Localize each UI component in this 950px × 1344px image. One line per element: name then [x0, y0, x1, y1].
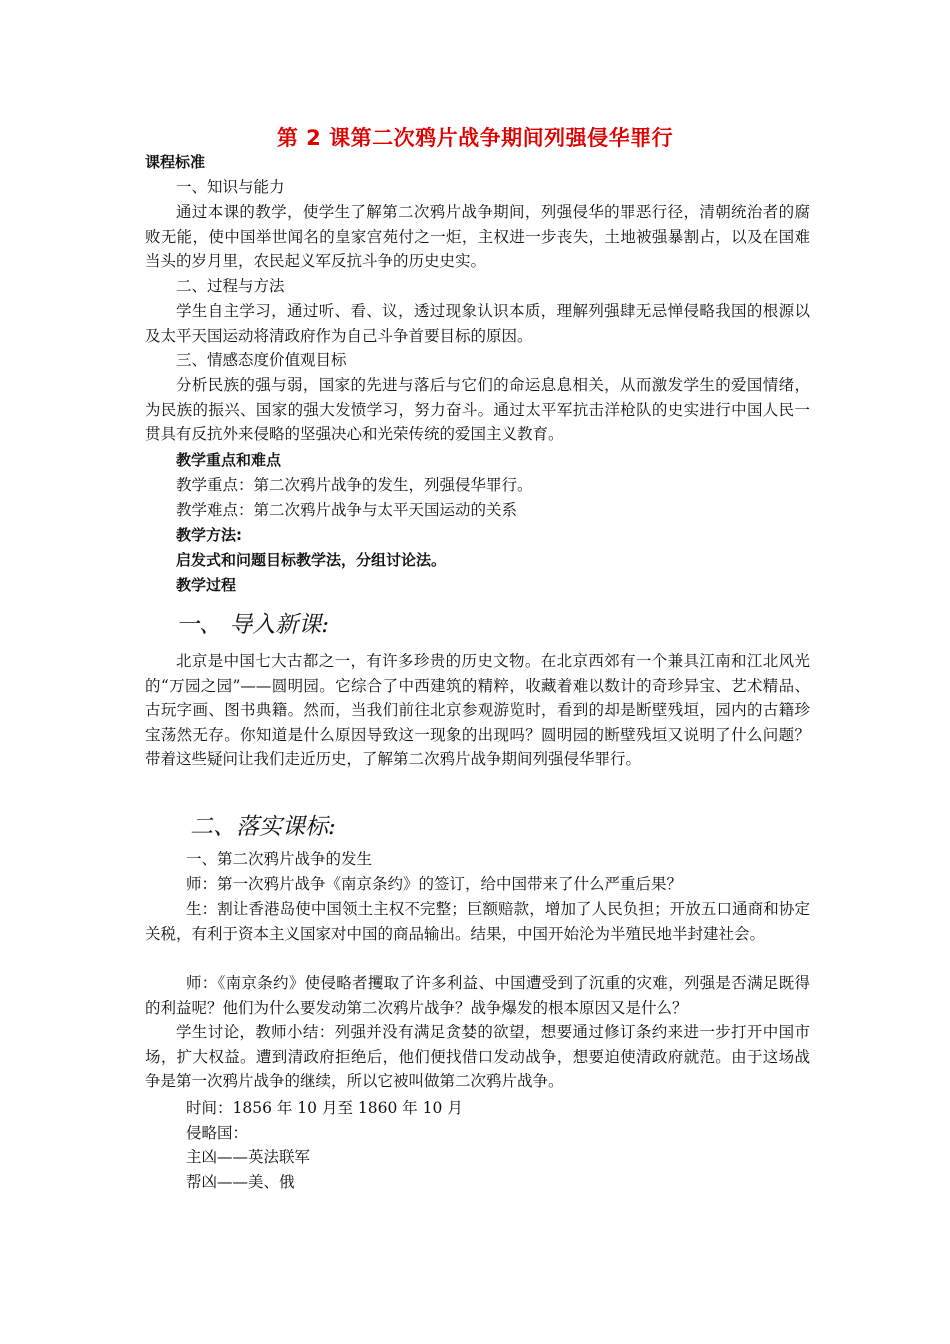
war-time: 时间：1856 年 10 月至 1860 年 10 月 [186, 1099, 463, 1117]
part2-heading: 二、落实课标: [190, 814, 336, 840]
main-culprit: 主凶——英法联军 [186, 1148, 311, 1166]
process-method-heading: 二、过程与方法 [176, 277, 285, 295]
emotion-text: 分析民族的强与弱，国家的先进与落后与它们的命运息息相关，从而激发学生的爱国情绪，为民族的振兴、国家的强大发愤学习，努力奋斗。通过太平军抗击洋枪队的史实进行中国人民一贯具有反抗外来侵略的坚强决心和光荣传统的爱国主义教育。 [145, 376, 810, 444]
knowledge-text: 通过本课的教学，使学生了解第二次鸦片战争期间，列强侵华的罪恶行径，清朝统治者的腐败无能，使中国举世闻名的皇家宫苑付之一炬，主权进一步丧失，土地被强暴割占，以及在国难当头的岁月里，农民起义军反抗斗争的历史史实。 [145, 203, 810, 271]
method-text: 启发式和问题目标教学法，分组讨论法。 [176, 551, 447, 569]
teacher-summary: 学生讨论，教师小结：列强并没有满足贪婪的欲望，想要通过修订条约来进一步打开中国市场，扩大权益。遭到清政府拒绝后，他们便找借口发动战争，想要迫使清政府就范。由于这场战争是第一次鸦片战争的继续，所以它被叫做第二次鸦片战争。 [145, 1023, 810, 1091]
accomplice: 帮凶——美、俄 [186, 1173, 295, 1191]
standards-heading: 课程标准 [145, 153, 206, 171]
war-outbreak-subheading: 一、第二次鸦片战争的发生 [186, 850, 373, 868]
invaders-label: 侵略国： [186, 1124, 249, 1142]
process-heading: 教学过程 [176, 576, 237, 594]
knowledge-heading: 一、知识与能力 [176, 178, 285, 196]
key-points-heading: 教学重点和难点 [176, 451, 282, 469]
teacher-question-1: 师：第一次鸦片战争《南京条约》的签订，给中国带来了什么严重后果？ [186, 875, 683, 893]
method-heading: 教学方法: [176, 526, 242, 544]
lesson-title: 第 2 课第二次鸦片战争期间列强侵华罪行 [276, 126, 674, 150]
student-answer-1: 生：割让香港岛使中国领土主权不完整；巨额赔款，增加了人民负担；开放五口通商和协定关税，有利于资本主义国家对中国的商品输出。结果，中国开始沦为半殖民地半封建社会。 [145, 900, 810, 943]
part1-intro-text: 北京是中国七大古都之一，有许多珍贵的历史文物。在北京西郊有一个兼具江南和江北风光的“万园之园”——圆明园。它综合了中西建筑的精粹，收藏着难以数计的奇珍异宝、艺术精品、古玩字画、图书典籍。然而，当我们前往北京参观游览时，看到的却是断壁残垣，园内的古籍珍宝荡然无存。你知道是什么原因导致这一现象的出现吗？圆明园的断壁残垣又说明了什么问题？带着这些疑问让我们走近历史，了解第二次鸦片战争期间列强侵华罪行。 [145, 652, 810, 769]
part1-heading: 一、 导入新课: [176, 612, 330, 638]
teaching-focus: 教学重点：第二次鸦片战争的发生，列强侵华罪行。 [176, 476, 533, 494]
process-method-text: 学生自主学习，通过听、看、议，透过现象认识本质，理解列强肆无忌惮侵略我国的根源以及太平天国运动将清政府作为自己斗争首要目标的原因。 [145, 302, 810, 345]
teaching-difficulty: 教学难点：第二次鸦片战争与太平天国运动的关系 [176, 501, 518, 519]
teacher-question-2: 师：《南京条约》使侵略者攫取了许多利益、中国遭受到了沉重的灾难，列强是否满足既得的利益呢？他们为什么要发动第二次鸦片战争？战争爆发的根本原因又是什么？ [145, 974, 810, 1017]
emotion-heading: 三、情感态度价值观目标 [176, 351, 347, 369]
